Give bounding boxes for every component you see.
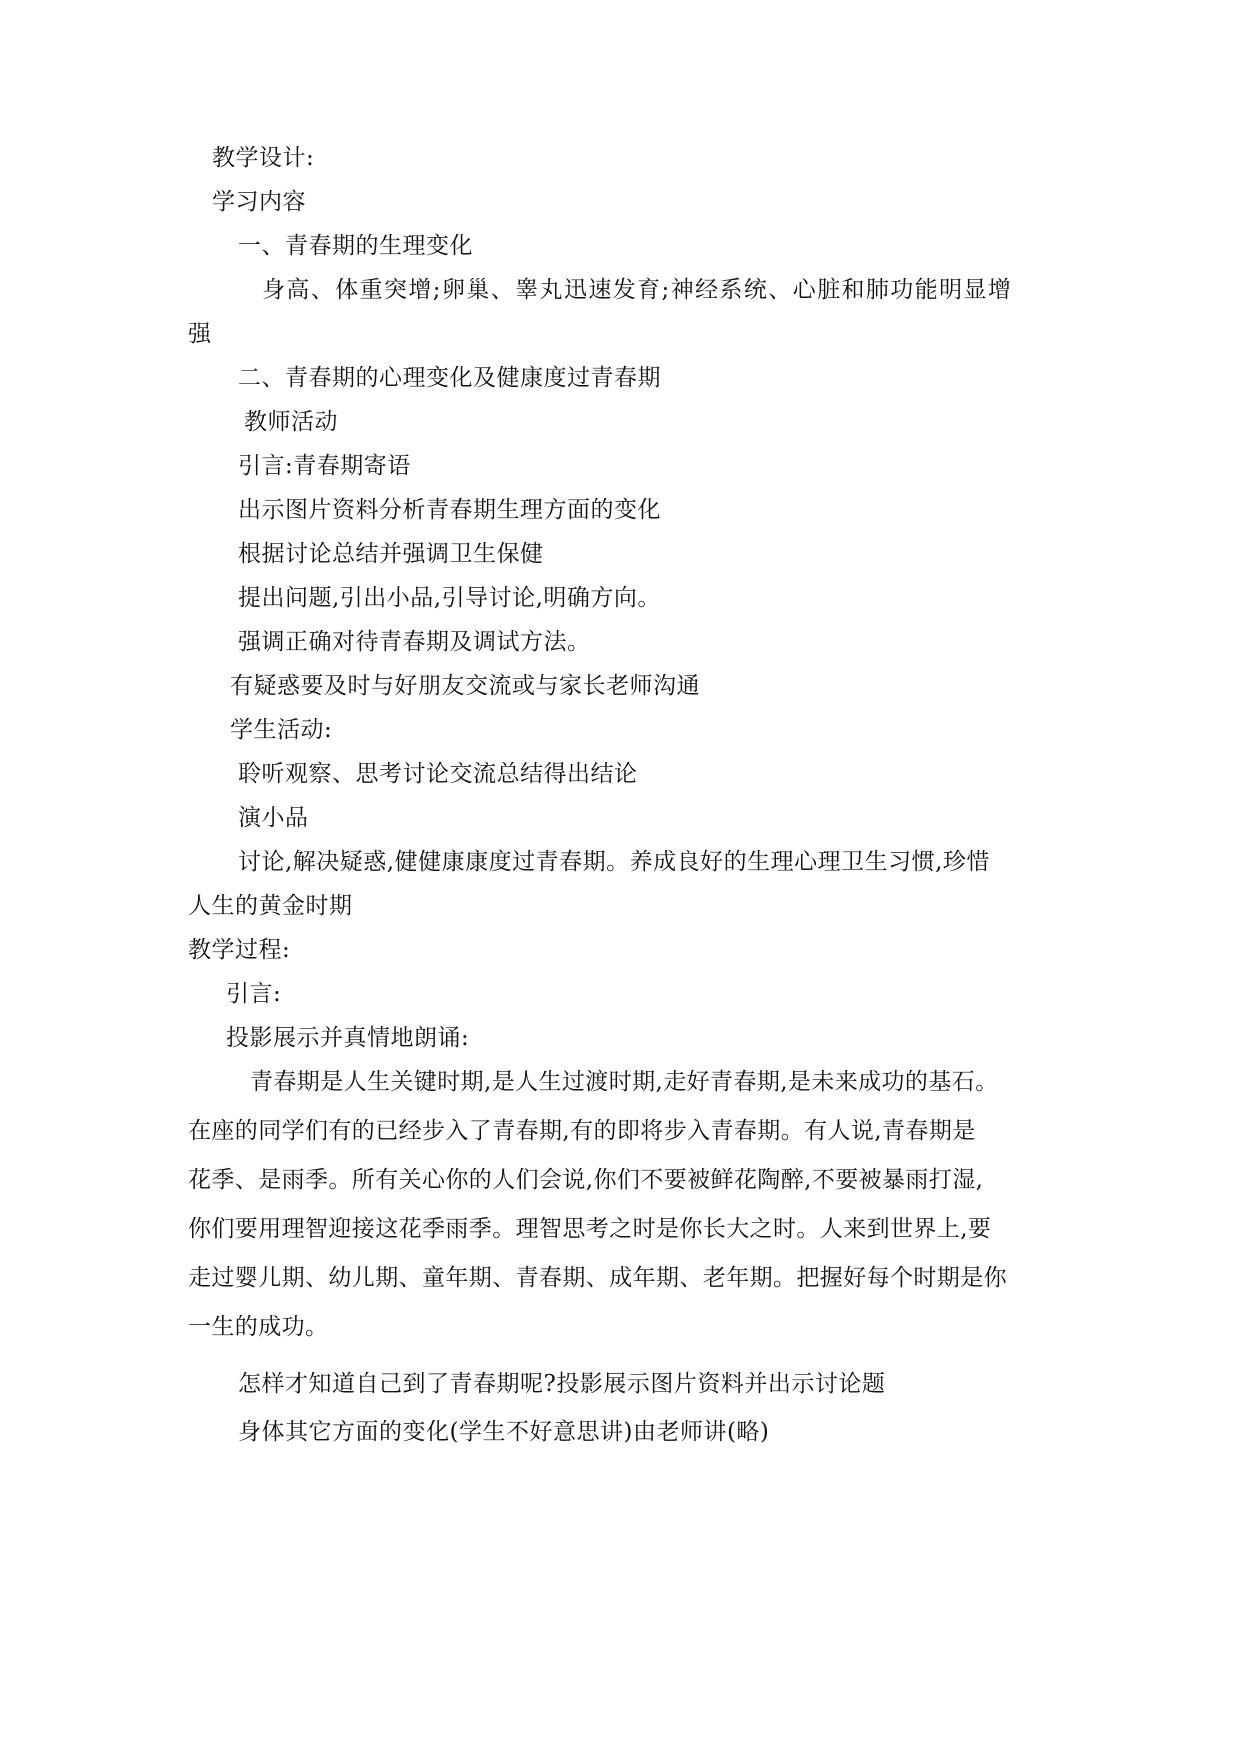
text-line: 强调正确对待青春期及调试方法。 [238,629,591,655]
text-line: 演小品 [238,805,309,831]
paragraph-line: 你们要用理智迎接这花季雨季。理智思考之时是你长大之时。人来到世界上,要 [188,1216,992,1242]
text-line: 有疑惑要及时与好朋友交流或与家长老师沟通 [230,673,700,699]
text-line: 讨论,解决疑惑,健健康康度过青春期。养成良好的生理心理卫生习惯,珍惜 [238,849,990,875]
text-line: 怎样才知道自己到了青春期呢?投影展示图片资料并出示讨论题 [238,1371,886,1397]
paragraph-line: 走过婴儿期、幼儿期、童年期、青春期、成年期、老年期。把握好每个时期是你 [188,1265,1007,1291]
text-line: 人生的黄金时期 [188,893,353,919]
subheading-physiological-changes: 一、青春期的生理变化 [238,233,473,259]
paragraph-line: 在座的同学们有的已经步入了青春期,有的即将步入青春期。有人说,青春期是 [188,1118,976,1144]
paragraph-line: 一生的成功。 [188,1314,329,1340]
section-heading-teaching-design: 教学设计: [212,145,315,171]
subheading-student-activity: 学生活动: [230,717,333,743]
text-line: 强 [188,321,212,347]
section-heading-learning-content: 学习内容 [212,189,306,215]
text-line: 身高、体重突增;卵巢、睾丸迅速发育;神经系统、心脏和肺功能明显增 [262,277,1013,303]
text-line: 身体其它方面的变化(学生不好意思讲)由老师讲(略) [238,1419,770,1445]
text-line: 出示图片资料分析青春期生理方面的变化 [238,497,661,523]
text-line: 聆听观察、思考讨论交流总结得出结论 [238,761,638,787]
subheading-psychological-changes: 二、青春期的心理变化及健康度过青春期 [238,365,661,391]
text-line: 引言:青春期寄语 [238,453,411,479]
subheading-teacher-activity: 教师活动 [244,409,338,435]
text-line: 根据讨论总结并强调卫生保健 [238,541,544,567]
text-line: 提出问题,引出小品,引导讨论,明确方向。 [238,585,661,611]
text-line: 投影展示并真情地朗诵: [226,1025,470,1051]
text-line: 引言: [226,981,282,1007]
paragraph-line: 青春期是人生关键时期,是人生过渡时期,走好青春期,是未来成功的基石。 [250,1069,999,1095]
paragraph-line: 花季、是雨季。所有关心你的人们会说,你们不要被鲜花陶醉,不要被暴雨打湿, [188,1167,984,1193]
recitation-paragraph [188,1058,1058,1352]
section-heading-teaching-process: 教学过程: [188,937,291,963]
